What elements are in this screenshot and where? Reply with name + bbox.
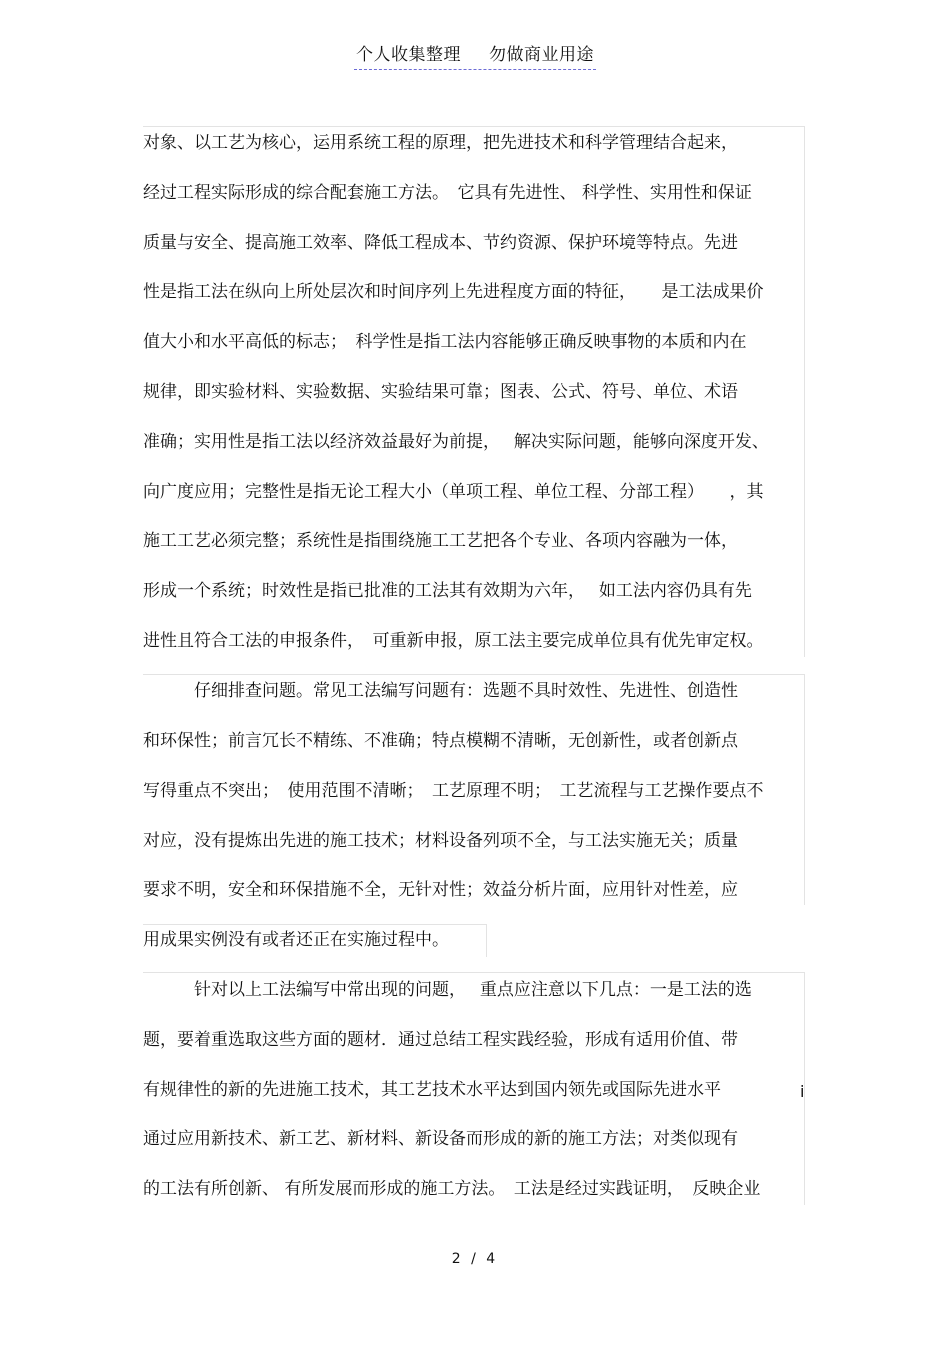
text-line: 要求不明，安全和环保措施不全，无针对性；效益分析片面，应用针对性差，应 — [143, 880, 738, 900]
text-line: 规律，即实验材料、实验数据、实验结果可靠；图表、公式、符号、单位、术语 — [143, 382, 738, 402]
header-text — [354, 40, 596, 70]
text-line: 形成一个系统；时效性是指已批准的工法其有效期为六年， 如工法内容仍具有先 — [143, 581, 752, 601]
text-line: 施工工艺必须完整；系统性是指围绕施工工艺把各个专业、各项内容融为一体， — [143, 531, 738, 551]
text-line: 准确；实用性是指工法以经济效益最好为前提， 解决实际问题，能够向深度开发、 — [143, 432, 769, 452]
header-right: 勿做商业用途 — [489, 45, 594, 65]
text-line: 通过应用新技术、新工艺、新材料、新设备而形成的新的施工方法；对类似现有 — [143, 1129, 738, 1149]
stray-mark: i — [800, 1082, 805, 1101]
text-line: 有规律性的新的先进施工技术，其工艺技术水平达到国内领先或国际先进水平 — [143, 1080, 721, 1100]
text-line: 向广度应用；完整性是指无论工程大小（单项工程、单位工程、分部工程） ，其 — [143, 482, 764, 502]
text-line: 和环保性；前言冗长不精练、不准确；特点模糊不清晰，无创新性，或者创新点 — [143, 731, 738, 751]
text-line: 经过工程实际形成的综合配套施工方法。 它具有先进性、 科学性、实用性和保证 — [143, 183, 752, 203]
text-line: 的工法有所创新、 有所发展而形成的施工方法。 工法是经过实践证明， 反映企业 — [143, 1179, 761, 1199]
page-number: 2 / 4 — [451, 1251, 499, 1267]
text-line: 仔细排查问题。常见工法编写问题有：选题不具时效性、先进性、创造性 — [143, 681, 738, 701]
text-line: 进性且符合工法的申报条件， 可重新申报，原工法主要完成单位具有优先审定权。 — [143, 631, 764, 651]
text-line: 对应，没有提炼出先进的施工技术；材料设备列项不全，与工法实施无关；质量 — [143, 831, 738, 851]
text-line: 用成果实例没有或者还正在实施过程中。 — [143, 930, 449, 950]
text-line: 题，要着重选取这些方面的题材．通过总结工程实践经验，形成有适用价值、带 — [143, 1030, 738, 1050]
text-line: 写得重点不突出； 使用范围不清晰； 工艺原理不明； 工艺流程与工艺操作要点不 — [143, 781, 764, 801]
text-line: 对象、以工艺为核心，运用系统工程的原理，把先进技术和科学管理结合起来， — [143, 133, 738, 153]
header-left: 个人收集整理 — [356, 45, 461, 65]
text-line: 质量与安全、提高施工效率、降低工程成本、节约资源、保护环境等特点。先进 — [143, 233, 738, 253]
page-header — [0, 40, 950, 70]
text-line: 性是指工法在纵向上所处层次和时间序列上先进程度方面的特征， 是工法成果价 — [143, 282, 764, 302]
text-line: 值大小和水平高低的标志； 科学性是指工法内容能够正确反映事物的本质和内在 — [143, 332, 747, 352]
text-line: 针对以上工法编写中常出现的问题， 重点应注意以下几点：一是工法的选 — [143, 980, 752, 1000]
